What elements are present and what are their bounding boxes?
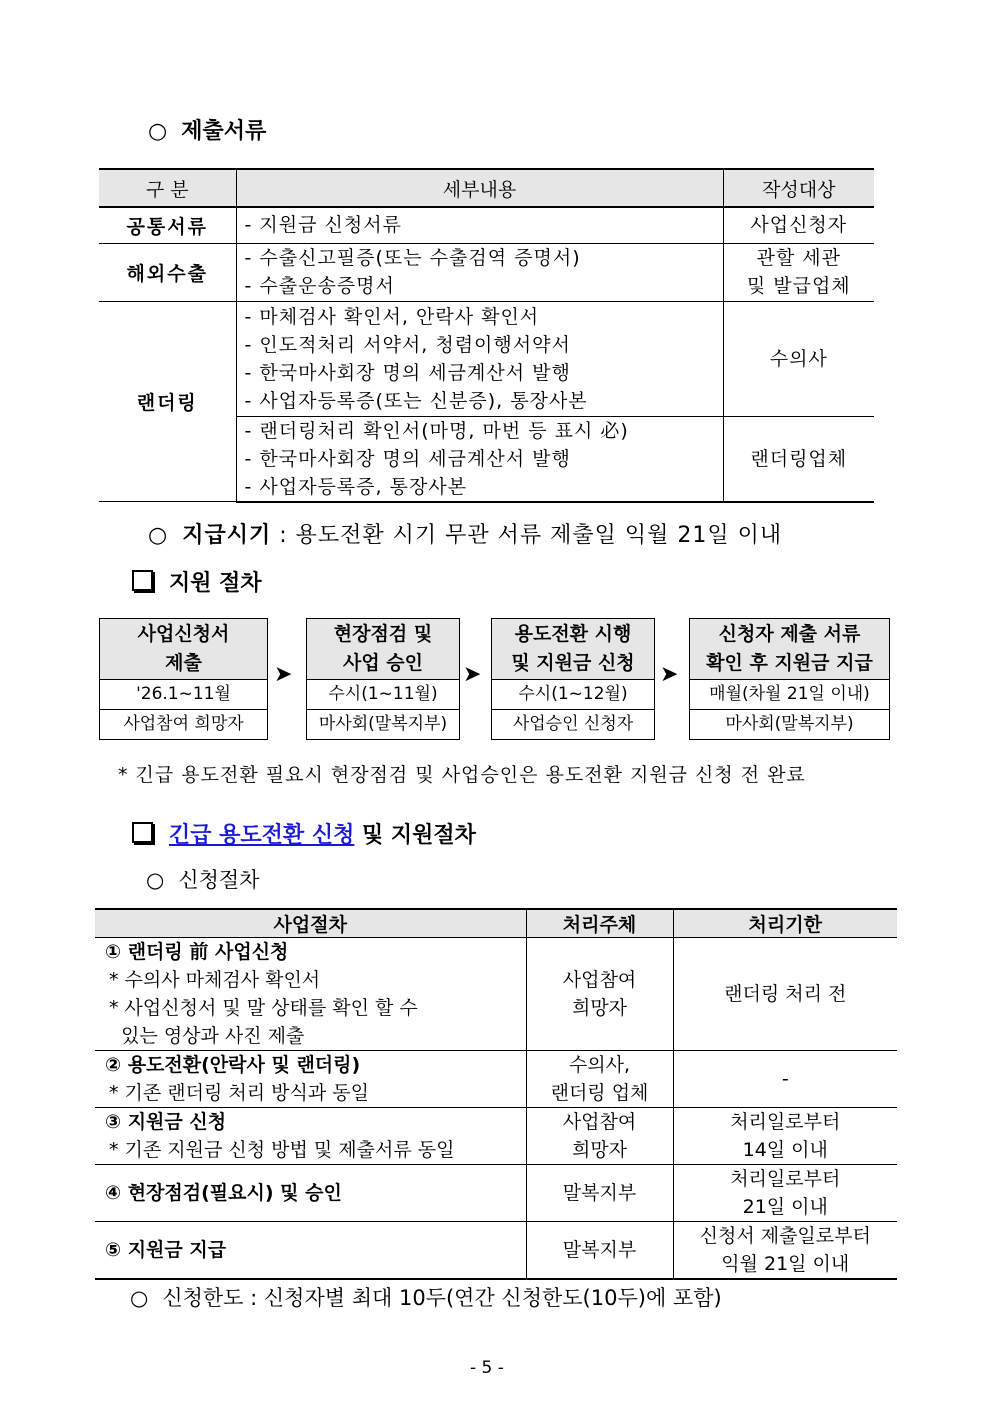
circle-bullet-icon: ○: [148, 523, 169, 548]
flow-step-period: 수시(1~11월): [328, 684, 438, 704]
application-limit: [130, 1282, 722, 1312]
circle-bullet-icon: ○: [148, 119, 168, 144]
category-cell: 공통서류: [99, 207, 236, 243]
detail-line: - 지원금 신청서류: [244, 214, 402, 237]
documents-table: [99, 168, 874, 503]
payment-timing: [148, 518, 782, 549]
actor-cell: 말복지부: [526, 1165, 673, 1222]
emergency-procedure-table: [95, 908, 897, 1280]
deadline-cell: 랜더링 처리 전: [673, 938, 897, 1051]
details-cell: [236, 243, 723, 301]
flow-step-period: '26.1~11월: [136, 684, 231, 704]
flow-step-period: 수시(1~12월): [518, 684, 628, 704]
flow-step-title: 현장점검 및 사업 승인: [307, 619, 459, 680]
procedure-cell: [95, 1222, 526, 1280]
step-title: ⑤ 지원금 지급: [105, 1239, 227, 1261]
emergency-heading-link[interactable]: 긴급 용도전환 신청: [169, 823, 355, 848]
flow-step-2: [306, 618, 460, 740]
details-cell: [236, 416, 723, 502]
flow-step-actor: 마사회(말복지부): [307, 709, 459, 739]
detail-line: - 사업자등록증, 통장사본: [244, 475, 468, 498]
table-row: [95, 938, 897, 1051]
col-target: 작성대상: [723, 169, 874, 207]
procedure-cell: [95, 938, 526, 1051]
category-cell: 랜더링: [99, 301, 236, 502]
category-cell: 해외수출: [99, 243, 236, 301]
actor-cell: 말복지부: [526, 1222, 673, 1280]
circle-bullet-icon: ○: [146, 868, 165, 892]
actor-cell: 사업참여 희망자: [526, 938, 673, 1051]
detail-line: - 수출운송증명서: [244, 275, 395, 297]
step-note: * 사업신청서 및 말 상태를 확인 할 수 있는 영상과 사진 제출: [109, 997, 418, 1047]
detail-line: - 한국마사회장 명의 세금계산서 발행: [244, 361, 571, 384]
arrow-right-icon: ➤: [274, 662, 293, 687]
detail-line: - 사업자등록증(또는 신분증), 통장사본: [244, 389, 588, 412]
application-limit-text: 신청한도 : 신청자별 최대 10두(연간 신청한도(10두)에 포함): [162, 1286, 722, 1310]
procedure-cell: [95, 1108, 526, 1165]
step-title: ② 용도전환(안락사 및 랜더링): [105, 1054, 361, 1076]
table-row: [99, 207, 874, 243]
support-procedure-heading-text: 지원 절차: [169, 571, 262, 596]
step-note: * 수의사 마체검사 확인서: [109, 969, 321, 991]
emergency-heading: [132, 818, 476, 849]
page-number: - 5 -: [470, 1358, 504, 1378]
application-procedure-heading: [146, 864, 259, 894]
deadline-cell: -: [673, 1051, 897, 1108]
application-procedure-text: 신청절차: [178, 868, 260, 892]
step-note: * 기존 랜더링 처리 방식과 동일: [109, 1082, 369, 1104]
table-row: [95, 1108, 897, 1165]
payment-text: : 용도전환 시기 무관 서류 제출일 익월 21일 이내: [271, 523, 783, 548]
step-title: ④ 현장점검(필요시) 및 승인: [105, 1182, 342, 1204]
col-category: 구 분: [99, 169, 236, 207]
table-row: [95, 1222, 897, 1280]
flow-step-title: 용도전환 시행 및 지원금 신청: [492, 619, 654, 680]
flow-step-actor: 마사회(말복지부): [690, 709, 889, 739]
detail-line: - 랜더링처리 확인서(마명, 마번 등 표시 必): [244, 419, 629, 442]
actor-cell: 사업참여 희망자: [526, 1108, 673, 1165]
col-deadline: 처리기한: [673, 909, 897, 938]
procedure-cell: [95, 1165, 526, 1222]
flow-step-actor: 사업승인 신청자: [492, 709, 654, 739]
col-actor: 처리주체: [526, 909, 673, 938]
step-title: ① 랜더링 前 사업신청: [105, 941, 289, 963]
emergency-heading-rest: 및 지원절차: [354, 823, 476, 848]
arrow-right-icon: ➤: [463, 662, 482, 687]
support-procedure-heading: [132, 566, 262, 597]
flow-step-actor: 사업참여 희망자: [100, 709, 267, 739]
flow-step-1: [99, 618, 268, 740]
step-note: * 기존 지원금 신청 방법 및 제출서류 동일: [109, 1139, 455, 1161]
detail-line: - 인도적처리 서약서, 청렴이행서약서: [244, 333, 571, 356]
flow-step-3: [491, 618, 655, 740]
square-bullet-icon: [132, 822, 153, 843]
documents-heading-text: 제출서류: [181, 119, 267, 144]
flow-step-4: [689, 618, 890, 740]
deadline-cell: 처리일로부터 14일 이내: [673, 1108, 897, 1165]
detail-line: - 수출신고필증(또는 수출검역 증명서): [244, 247, 581, 269]
deadline-cell: 신청서 제출일로부터 익월 21일 이내: [673, 1222, 897, 1280]
procedure-note: * 긴급 용도전환 필요시 현장점검 및 사업승인은 용도전환 지원금 신청 전 완료: [118, 764, 806, 786]
square-bullet-icon: [132, 570, 153, 591]
details-cell: [236, 207, 723, 243]
table-row: [95, 1051, 897, 1108]
actor-cell: 수의사, 랜더링 업체: [526, 1051, 673, 1108]
col-procedure: 사업절차: [95, 909, 526, 938]
payment-label: 지급시기: [182, 523, 272, 548]
flow-step-period: 매월(차월 21일 이내): [709, 684, 870, 704]
target-cell: 수의사: [723, 301, 874, 416]
detail-line: - 마체검사 확인서, 안락사 확인서: [244, 305, 540, 328]
detail-line: - 한국마사회장 명의 세금계산서 발행: [244, 447, 571, 470]
target-cell: 관할 세관 및 발급업체: [723, 243, 874, 301]
table-row: [99, 243, 874, 301]
procedure-cell: [95, 1051, 526, 1108]
target-cell: 랜더링업체: [723, 416, 874, 502]
details-cell: [236, 301, 723, 416]
flow-step-title: 사업신청서 제출: [100, 619, 267, 680]
deadline-cell: 처리일로부터 21일 이내: [673, 1165, 897, 1222]
documents-heading: [148, 114, 266, 145]
circle-bullet-icon: ○: [130, 1286, 149, 1310]
table-row: [99, 301, 874, 416]
target-cell: 사업신청자: [723, 207, 874, 243]
col-details: 세부내용: [236, 169, 723, 207]
table-row: [95, 1165, 897, 1222]
step-title: ③ 지원금 신청: [105, 1111, 227, 1133]
arrow-right-icon: ➤: [660, 662, 679, 687]
flow-step-title: 신청자 제출 서류 확인 후 지원금 지급: [690, 619, 889, 680]
